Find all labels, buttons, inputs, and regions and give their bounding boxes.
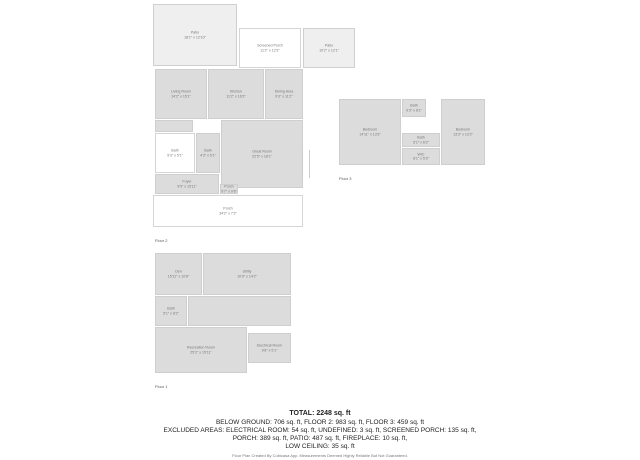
room-name: Utility [242, 269, 252, 274]
room-bath-floor1 [155, 296, 187, 326]
room-dining-area [265, 69, 303, 119]
room-name: Living Room [171, 89, 191, 94]
room-dims: 10'2" x 12'1" [319, 48, 339, 52]
fireplace-outline [302, 150, 310, 178]
room-name: Bath [204, 148, 212, 153]
room-bedroom-right [441, 99, 485, 165]
room-name: Porch [224, 184, 234, 189]
room-name: Bedroom [362, 127, 378, 132]
room-dims: 5'1" x 6'2" [413, 140, 429, 144]
room-hall-strip [155, 120, 193, 132]
room-bath-b [196, 133, 220, 173]
room-porch-front [153, 195, 303, 227]
room-screened-porch [239, 28, 301, 68]
room-name: Kitchen [230, 89, 242, 94]
room-porch-small [220, 184, 238, 194]
room-dims: 9'5" x 15'11" [177, 184, 197, 188]
room-kitchen [208, 69, 264, 119]
room-dims: 9'3" x 11'2" [275, 94, 293, 98]
room-floor1-mid [188, 296, 291, 326]
room-great-room [221, 120, 303, 188]
room-electrical [248, 333, 291, 363]
area-breakdown-line-2: EXCLUDED AREAS: ELECTRICAL ROOM: 54 sq. ft, UNDEFINED: 3 sq. ft, SCREENED PORCH: 135 sq. ft, [163, 427, 477, 434]
room-name: Bath [417, 135, 425, 140]
room-name: Screened Porch [257, 43, 283, 48]
room-dims: 34'2" x 7'2" [219, 211, 237, 215]
room-dims: 14'2" x 15'1" [171, 94, 191, 98]
room-dims: 5'1" x 8'2" [163, 311, 179, 315]
room-name: Bath [410, 103, 418, 108]
room-name: Bath [171, 148, 179, 153]
room-name: Great Room [252, 149, 272, 154]
room-name: Patio [190, 30, 200, 35]
room-dims: 9'3" x 5'1" [167, 153, 183, 157]
floor-2-label: Floor 2 [155, 238, 168, 243]
total-area: TOTAL: 2248 sq. ft [289, 410, 351, 417]
room-bath-a [155, 133, 195, 173]
area-breakdown-line-1: BELOW GROUND: 706 sq. ft, FLOOR 2: 983 sq. ft, FLOOR 3: 459 sq. ft [215, 419, 425, 426]
room-dims: 9'7" x 9'8" [221, 189, 237, 193]
floor-plan-credit: Floor Plan Created By Cubicasa App. Measurements Deemed Highly Reliable But Not Guaranteed. [232, 453, 408, 458]
room-dims: 11'2" x 12'3" [260, 48, 280, 52]
room-dims: 11'2" x 16'3" [226, 94, 246, 98]
room-dims: 15'11" x 10'8" [167, 274, 190, 278]
room-recreation-room [155, 327, 247, 373]
room-name: Den [175, 269, 182, 274]
room-bedroom-left [339, 99, 401, 165]
room-dims: 18'1" x 12'10" [184, 35, 206, 39]
room-name: Foyer [182, 179, 192, 184]
room-dims: 8'1" x 5'3" [413, 156, 429, 161]
area-breakdown-line-4: LOW CEILING: 35 sq. ft [285, 443, 355, 450]
room-name: Porch [223, 206, 233, 211]
room-name: Bedroom [455, 127, 471, 132]
room-wic [402, 148, 440, 165]
room-utility [203, 253, 291, 295]
room-bath-mid [402, 133, 440, 147]
room-living-room [155, 69, 207, 119]
room-dims: 13'3" x 13'2" [453, 132, 473, 136]
floor-1-label: Floor 1 [155, 384, 168, 389]
room-dims: 9'8" x 5'1" [261, 348, 278, 352]
room-dims: 4'3" x 5'1" [200, 153, 216, 157]
room-name: Electrical Room [256, 343, 283, 348]
room-name: Dining Area [274, 89, 294, 94]
room-name: Recreation Room [187, 345, 215, 350]
room-bath-top [402, 99, 426, 117]
room-name: WIC [417, 152, 425, 156]
floor-3-label: Floor 3 [339, 176, 352, 181]
room-foyer [155, 174, 219, 194]
room-name: Bath [167, 306, 175, 311]
room-dims: 9'3" x 8'1" [406, 108, 422, 112]
area-breakdown-line-3: PORCH: 389 sq. ft, PATIO: 487 sq. ft, FIREPLACE: 10 sq. ft, [232, 435, 408, 442]
room-patio-left [153, 4, 237, 66]
room-dims: 25'2" x 15'11" [190, 350, 212, 354]
room-dims: 10'9" x 14'2" [237, 274, 257, 278]
room-dims: 14'11" x 13'3" [359, 132, 381, 136]
room-den [155, 253, 202, 295]
room-dims: 22'5" x 18'1" [252, 154, 272, 158]
room-name: Patio [324, 43, 334, 48]
room-patio-right [303, 28, 355, 68]
